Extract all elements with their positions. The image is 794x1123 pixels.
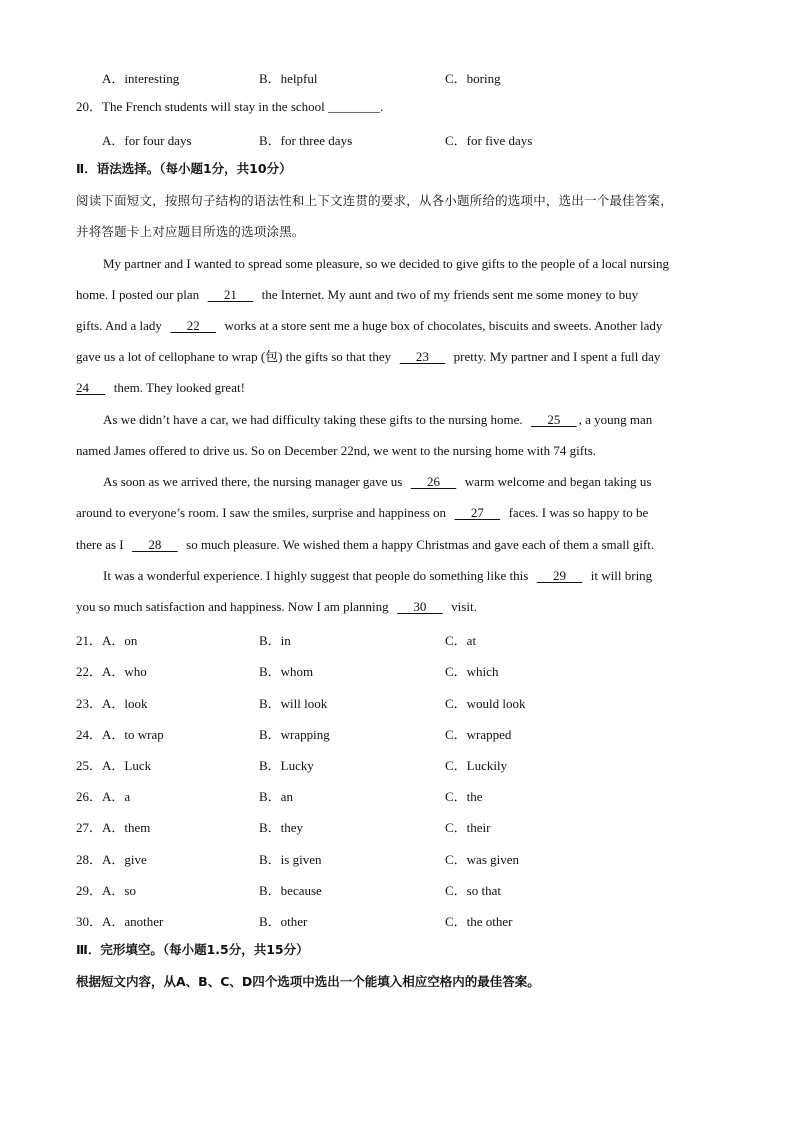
question-24-c: C．wrapped — [445, 727, 512, 742]
question-26-c: C．the — [445, 789, 483, 804]
blank-24: 24 — [76, 380, 106, 395]
q20-option-c: C．for five days — [445, 133, 533, 148]
passage-line: there as I 28 so much pleasure. We wished them a happy Christmas and gave each of them a small gift. — [76, 537, 655, 552]
question-29-b: B．because — [259, 883, 322, 898]
question-30-b: B．other — [259, 914, 308, 929]
q20-option-b: B．for three days — [259, 133, 353, 148]
blank-21: 21 — [207, 287, 254, 302]
question-24-b: B．wrapping — [259, 727, 330, 742]
question-29-a: 29．A．so — [76, 883, 136, 898]
passage-line: My partner and I wanted to spread some pleasure, so we decided to give gifts to the people of a local nursing — [103, 256, 670, 271]
question-29-c: C．so that — [445, 883, 501, 898]
question-21-c: C．at — [445, 633, 477, 648]
blank-29: 29 — [536, 568, 583, 583]
passage-line: gave us a lot of cellophane to wrap (包) the gifts so that they 23 pretty. My partner and I spent a full day — [76, 349, 661, 364]
question-30-c: C．the other — [445, 914, 513, 929]
passage-line: gifts. And a lady 22 works at a store sent me a huge box of chocolates, biscuits and sweets. Another lady — [76, 318, 663, 333]
section2-instruction-1: 阅读下面短文，按照句子结构的语法性和上下文连贯的要求，从各小题所给的选项中，选出一个最佳答案， — [76, 193, 673, 208]
question-21-b: B．in — [259, 633, 291, 648]
question-27-a: 27．A．them — [76, 820, 151, 835]
passage-line: As soon as we arrived there, the nursing manager gave us 26 warm welcome and began taking us — [103, 474, 652, 489]
question-23-a: 23．A．look — [76, 696, 148, 711]
passage-line: home. I posted our plan 21 the Internet. My aunt and two of my friends sent me some money to buy — [76, 287, 639, 302]
question-23-c: C．would look — [445, 696, 526, 711]
passage-line: As we didn’t have a car, we had difficulty taking these gifts to the nursing home. 25 , a young man — [103, 412, 653, 427]
blank-27: 27 — [454, 505, 501, 520]
blank-25: 25 — [531, 412, 577, 427]
section3-heading: Ⅲ．完形填空。（每小题1.5分，共15分） — [76, 942, 309, 957]
q20-option-a: A．for four days — [102, 133, 192, 148]
question-23-b: B．will look — [259, 696, 328, 711]
question-25-c: C．Luckily — [445, 758, 508, 773]
section2-heading: Ⅱ．语法选择。（每小题1分，共10分） — [76, 161, 292, 176]
question-28-a: 28．A．give — [76, 852, 147, 867]
passage-line: around to everyone’s room. I saw the smiles, surprise and happiness on 27 faces. I was so happy to be — [76, 505, 649, 520]
passage-line: you so much satisfaction and happiness. Now I am planning 30 visit. — [76, 599, 477, 614]
question-27-b: B．they — [259, 820, 304, 835]
q19-option-b: B．helpful — [259, 71, 318, 86]
blank-22: 22 — [170, 318, 216, 333]
blank-26: 26 — [410, 474, 457, 489]
question-30-a: 30．A．another — [76, 914, 164, 929]
q20-stem: 20．The French students will stay in the school ________. — [76, 99, 384, 114]
question-22-b: B．whom — [259, 664, 314, 679]
q19-option-c: C．boring — [445, 71, 501, 86]
question-22-c: C．which — [445, 664, 499, 679]
question-25-b: B．Lucky — [259, 758, 314, 773]
question-26-b: B．an — [259, 789, 293, 804]
blank-23: 23 — [399, 349, 446, 364]
question-26-a: 26．A．a — [76, 789, 131, 804]
blank-28: 28 — [132, 537, 178, 552]
question-21-a: 21．A．on — [76, 633, 138, 648]
q19-option-a: A．interesting — [102, 71, 180, 86]
question-28-b: B．is given — [259, 852, 322, 867]
blank-30: 30 — [397, 599, 443, 614]
section2-instruction-2: 并将答题卡上对应题目所选的选项涂黑。 — [76, 224, 305, 239]
question-25-a: 25．A．Luck — [76, 758, 152, 773]
question-22-a: 22．A．who — [76, 664, 147, 679]
question-27-c: C．their — [445, 820, 491, 835]
passage-line: It was a wonderful experience. I highly suggest that people do something like this 29 it will bring — [103, 568, 653, 583]
question-28-c: C．was given — [445, 852, 520, 867]
passage-line: 24 them. They looked great! — [76, 380, 245, 395]
question-24-a: 24．A．to wrap — [76, 727, 164, 742]
passage-line: named James offered to drive us. So on December 22nd, we went to the nursing home with 74 gifts. — [76, 443, 597, 458]
section3-instruction: 根据短文内容，从A、B、C、D四个选项中选出一个能填入相应空格内的最佳答案。 — [76, 974, 540, 989]
